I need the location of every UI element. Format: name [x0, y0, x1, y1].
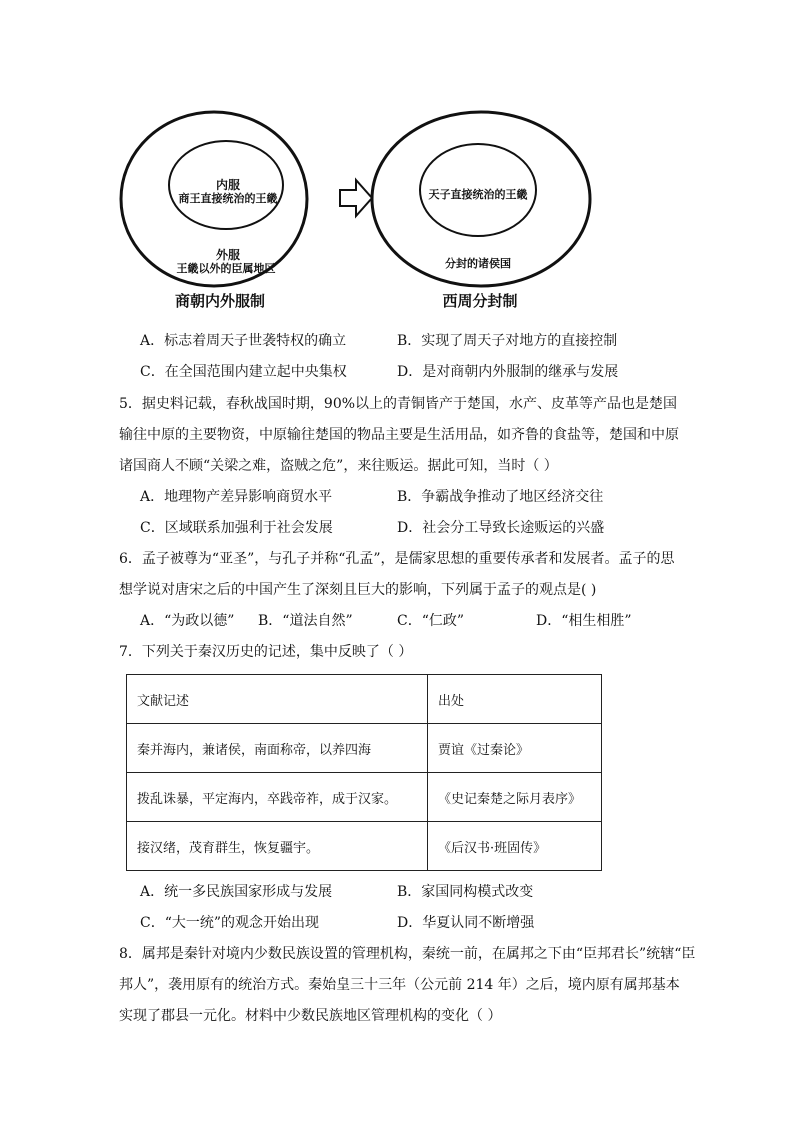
table-header-cell: 文献记述 — [127, 675, 428, 724]
q7-option-c: C．“大一统”的观念开始出现 — [140, 915, 320, 931]
q4-option-c: C．在全国范围内建立起中央集权 — [140, 364, 347, 380]
left-inner-desc: 商王直接统治的王畿 — [178, 192, 278, 205]
q8-stem-line-2: 邦人”，袭用原有的统治方式。秦始皇三十三年（公元前 214 年）之后，境内原有属邦基本 — [119, 977, 680, 993]
q4-option-a: A．标志着周天子世袭特权的确立 — [140, 333, 347, 349]
q6-stem-line-1: 6．孟子被尊为“亚圣”，与孔子并称“孔孟”，是儒家思想的重要传承者和发展者。孟子的思 — [119, 551, 675, 567]
right-outer-desc: 分封的诸侯国 — [445, 257, 511, 270]
table-cell: 拨乱诛暴，平定海内，卒践帝祚，成于汉家。 — [127, 773, 428, 822]
left-caption: 商朝内外服制 — [174, 292, 265, 310]
table-row — [127, 773, 602, 822]
table-cell: 秦并海内，兼诸侯，南面称帝，以养四海 — [127, 724, 428, 773]
table-row — [127, 822, 602, 871]
table-cell: 接汉绪，茂育群生，恢复疆宇。 — [127, 822, 428, 871]
q6-option-a: A．“为政以德” — [140, 613, 235, 629]
q5-stem-line-1: 5．据史料记载，春秋战国时期，90%以上的青铜皆产于楚国，水产、皮革等产品也是楚国 — [119, 396, 678, 412]
table-header-row — [127, 675, 602, 724]
arrow-right-icon — [340, 180, 372, 216]
q5-stem-line-3: 诸国商人不顾“关梁之难，盗贼之危”，来往贩运。据此可知，当时（ ） — [119, 458, 558, 474]
q4-option-d: D．是对商朝内外服制的继承与发展 — [397, 364, 619, 380]
q6-option-c: C．“仁政” — [397, 613, 465, 629]
q4-option-b: B．实现了周天子对地方的直接控制 — [397, 333, 618, 349]
q6-stem-line-2: 想学说对唐宋之后的中国产生了深刻且巨大的影响，下列属于孟子的观点是( ) — [119, 582, 597, 598]
q5-option-c: C．区域联系加强利于社会发展 — [140, 520, 333, 536]
left-inner-title: 内服 — [215, 178, 240, 192]
left-outer-title: 外服 — [215, 248, 240, 262]
table-cell: 《后汉书·班固传》 — [428, 822, 602, 871]
q7-stem: 7．下列关于秦汉历史的记述，集中反映了（ ） — [119, 644, 413, 660]
table-cell: 贾谊《过秦论》 — [428, 724, 602, 773]
q5-stem-line-2: 输往中原的主要物资，中原输往楚国的物品主要是生活用品，如齐鲁的食盐等，楚国和中原 — [119, 427, 679, 443]
q6-option-b: B．“道法自然” — [258, 613, 353, 629]
q8-stem-line-1: 8．属邦是秦针对境内少数民族设置的管理机构，秦统一前，在属邦之下由“臣邦君长”统辖“臣 — [119, 946, 696, 962]
q5-option-b: B．争霸战争推动了地区经济交往 — [397, 489, 604, 505]
q6-option-d: D．“相生相胜” — [536, 613, 632, 629]
table-header-cell: 出处 — [428, 675, 602, 724]
left-outer-desc: 王畿以外的臣属地区 — [176, 262, 276, 275]
table-cell: 《史记秦楚之际月表序》 — [428, 773, 602, 822]
right-inner-desc: 天子直接统治的王畿 — [428, 188, 528, 201]
right-caption: 西周分封制 — [442, 292, 518, 310]
diagram-svg — [0, 0, 794, 320]
q7-option-b: B．家国同构模式改变 — [397, 884, 534, 900]
q5-option-a: A．地理物产差异影响商贸水平 — [140, 489, 333, 505]
q7-option-a: A．统一多民族国家形成与发展 — [140, 884, 333, 900]
q7-option-d: D．华夏认同不断增强 — [397, 915, 535, 931]
q5-option-d: D．社会分工导致长途贩运的兴盛 — [397, 520, 605, 536]
q8-stem-line-3: 实现了郡县一元化。材料中少数民族地区管理机构的变化（ ） — [119, 1008, 502, 1024]
table-row — [127, 724, 602, 773]
q7-source-table — [126, 674, 602, 871]
